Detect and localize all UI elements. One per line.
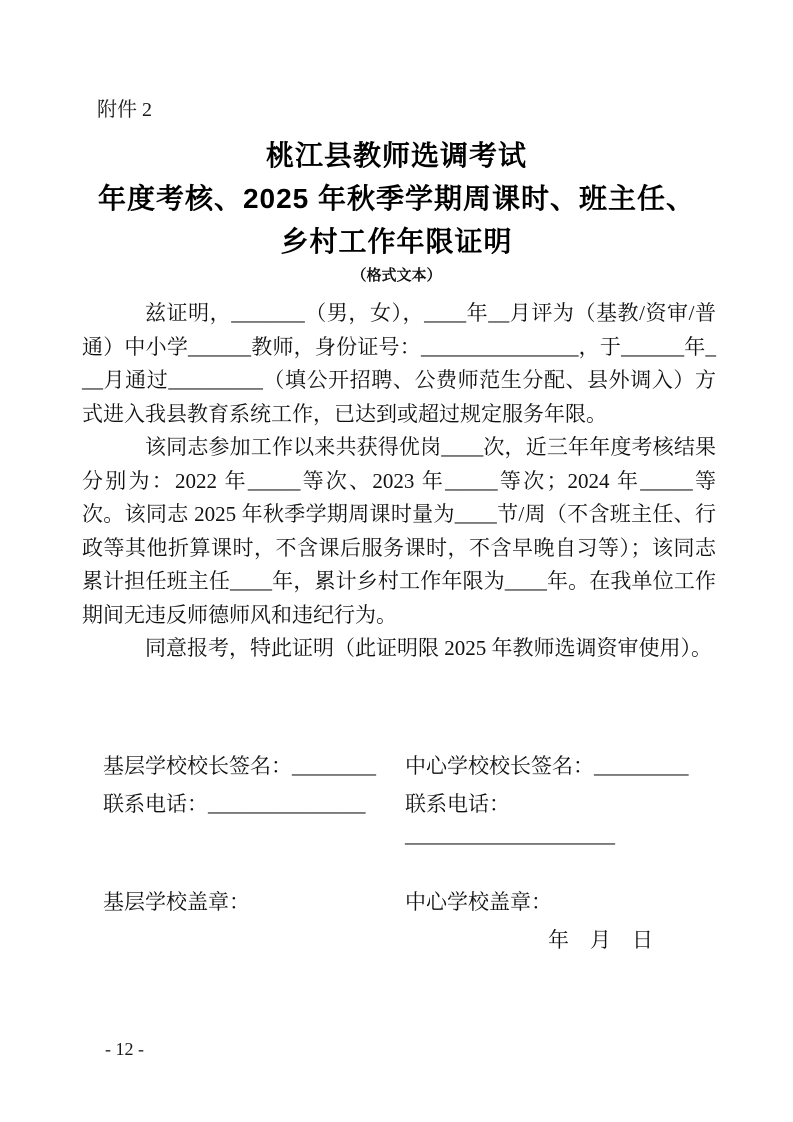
center-school-phone-blank: ____________________ [405, 823, 615, 847]
attachment-label: 附件 2 [97, 99, 152, 121]
paragraph-performance-record: 该同志参加工作以来共获得优岗____次，近三年年度考核结果分别为：2022 年_____等次、2023 年_____等次；2024 年_____等次。该同志 2025 年秋季学期周课时量为____节/周（不含班主任、行政等其他折算课时，不含课后服务课时，不含早晚自习等）；该同志累计担任班主任____年，累计乡村工作年限为____年。在我单位工作期间无违反师德师风和违纪行为。 [82, 435, 716, 627]
page-number: - 12 - [105, 1039, 144, 1059]
center-school-seal-label: 中心学校盖章： [405, 890, 552, 914]
paragraph-approval-statement: 同意报考，特此证明（此证明限 2025 年教师选调资审使用）。 [145, 636, 712, 660]
phone-row [103, 789, 719, 851]
certificate-body [82, 297, 716, 666]
center-school-principal-signature [405, 751, 719, 782]
base-school-seal-label: 基层学校盖章： [103, 890, 250, 914]
principal-signature-row [103, 751, 719, 782]
signature-section [103, 751, 719, 925]
base-school-phone-label: 联系电话： [103, 792, 208, 816]
center-school-phone-label: 联系电话： [405, 792, 510, 816]
title-line-1: 桃江县教师选调考试 [265, 140, 527, 171]
seal-row [103, 887, 719, 918]
base-school-principal-signature-blank: ________ [292, 754, 376, 778]
base-school-principal-signature-label: 基层学校校长签名： [103, 754, 292, 778]
date-line: 年 月 日 [548, 928, 653, 952]
document-title [0, 134, 793, 263]
paragraph-certification: 兹证明，_______（男，女），____年__月评为（基教/资审/普通）中小学______教师，身份证号：_______________，于______年___月通过_________（填公开招聘、公费师范生分配、县外调入）方式进入我县教育系统工作，已达到或超过规定服务年限。 [82, 301, 716, 426]
center-school-phone [405, 789, 719, 851]
base-school-phone [103, 789, 405, 820]
base-school-phone-blank: _______________ [208, 792, 366, 816]
title-line-2: 年度考核、2025 年秋季学期周课时、班主任、 [97, 183, 696, 214]
format-text-subtitle: （格式文本） [351, 268, 442, 284]
title-line-3: 乡村工作年限证明 [280, 226, 513, 257]
base-school-principal-signature [103, 751, 405, 782]
center-school-principal-signature-blank: _________ [594, 754, 689, 778]
center-school-principal-signature-label: 中心学校校长签名： [405, 754, 594, 778]
